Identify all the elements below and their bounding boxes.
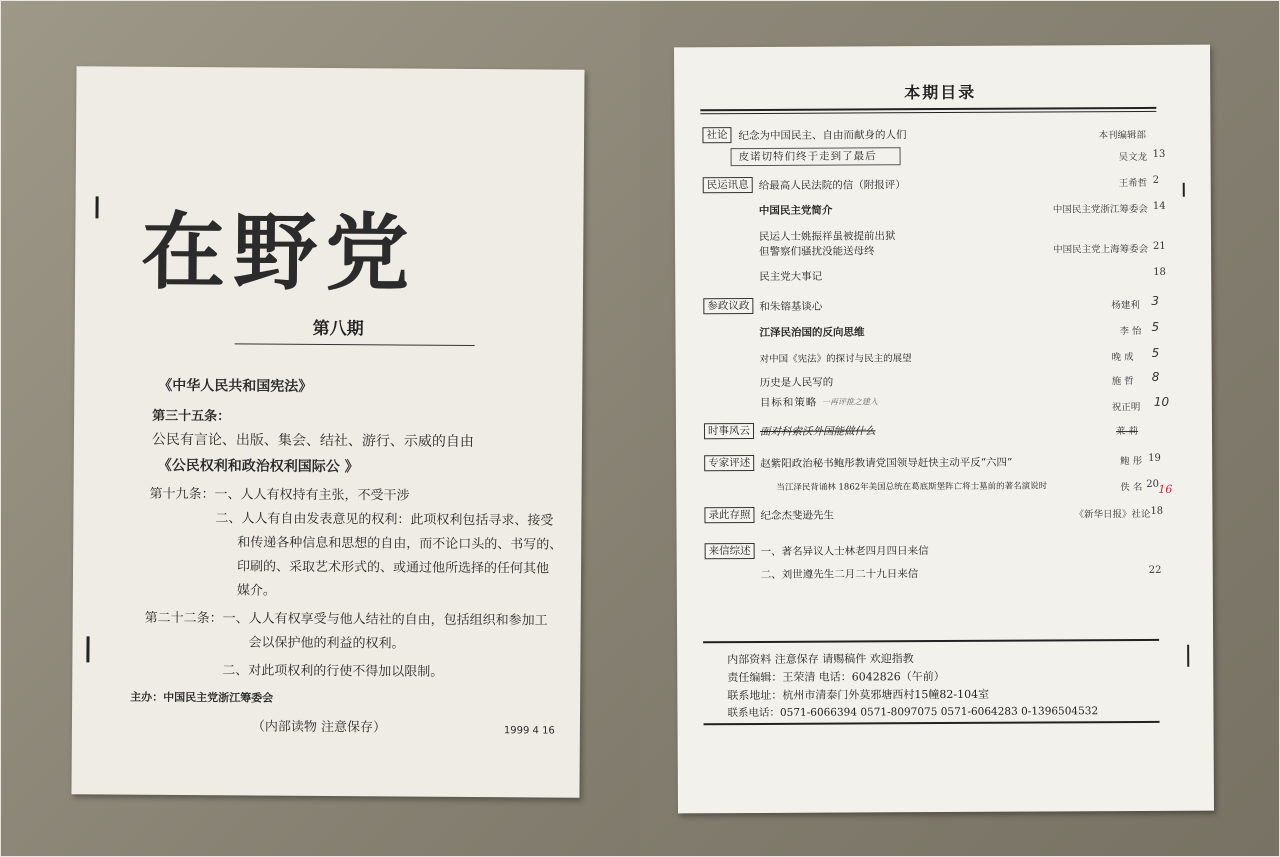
article-22-line: 会以保护他的利益的权利。 — [248, 635, 405, 652]
toc-entry-author: 李 怡 — [1119, 325, 1142, 338]
internal-notice: （内部读物 注意保存） — [251, 719, 387, 736]
article-19-line: 二、人人有自由发表意见的权利：此项权利包括寻求、接受 — [215, 511, 554, 529]
toc-entry-page: 10 — [1153, 394, 1170, 409]
toc-entry-page: 20 — [1146, 478, 1160, 490]
toc-entry-page: 3 — [1151, 293, 1160, 308]
toc-entry-title: 民运人士姚振祥虽被提前出狱 — [758, 230, 896, 243]
toc-entry-page: 2 — [1152, 174, 1160, 186]
toc-entry-page: 21 — [1153, 240, 1166, 252]
cover-title: 在野党 — [140, 202, 418, 303]
toc-entry-title: 民主党大事记 — [759, 270, 823, 283]
toc-entry-title: 和朱镕基谈心 — [759, 300, 823, 313]
toc-entry-page: 14 — [1152, 200, 1166, 212]
toc-entry-author: 中国民主党上海筹委会 — [1053, 243, 1149, 256]
toc-entry-page: 13 — [1152, 148, 1166, 160]
toc-entry-title: 对中国《宪法》的探讨与民主的展望 — [759, 353, 912, 365]
footer-editor: 责任编辑：王荣清 电话：6042826（午前） — [727, 669, 945, 685]
issue-date: 1999 4 16 — [503, 725, 555, 737]
toc-category: 专家评述 — [704, 455, 754, 471]
toc-entry-title: 目标和策略 — [759, 396, 818, 409]
article-22-line: 二、对此项权利的行使不得加以限制。 — [222, 663, 444, 680]
sponsor: 主办：中国民主党浙江筹委会 — [130, 690, 274, 705]
toc-entry-author: 施 哲 — [1111, 376, 1134, 388]
toc-entry-title: 历史是人民写的 — [759, 376, 834, 389]
article-19-line: 印刷的、采取艺术形式的、或通过他所选择的任何其他 — [237, 559, 550, 577]
toc-entry-author: 吴文龙 — [1118, 151, 1148, 164]
article-35-label: 第三十五条： — [152, 408, 231, 425]
toc-entry-page: 5 — [1151, 319, 1160, 334]
toc-entry-page: 18 — [1153, 266, 1166, 278]
article-22-line: 第二十二条：一、人人有权享受与他人结社的自由，包括组织和参加工 — [144, 610, 548, 629]
toc-entry-title: 中国民主党简介 — [758, 204, 833, 217]
red-handwritten-mark: 16 — [1158, 482, 1173, 496]
toc-entry-author: 王希哲 — [1118, 177, 1148, 190]
toc-entry-title: 纪念杰斐逊先生 — [760, 509, 834, 522]
toc-entry-page: 19 — [1148, 452, 1161, 464]
footer-address: 联系地址：杭州市清泰门外莫邪塘西村15幢82-104室 — [727, 687, 990, 703]
toc-entry-author: 杨建利 — [1111, 299, 1140, 312]
toc-entry-author: 佚 名 — [1120, 481, 1143, 494]
toc-title: 本期目录 — [904, 82, 977, 103]
article-19-line: 和传递各种信息和思想的自由，而不论口头的、书写的、 — [237, 535, 563, 553]
toc-entry-author: 晚 成 — [1111, 352, 1134, 364]
article-19-line: 第十九条：一、人人有权持有主张，不受干涉 — [149, 486, 410, 504]
toc-category: 社论 — [702, 127, 731, 143]
constitution-title: 《中华人民共和国宪法》 — [158, 377, 313, 395]
toc-entry-title: 皮诺切特们终于走到了最后 — [738, 150, 877, 164]
toc-entry-title: 江泽民治国的反向思维 — [759, 326, 865, 339]
toc-entry-page: 18 — [1150, 505, 1164, 517]
toc-category: 录此存照 — [704, 507, 754, 523]
toc-category: 时事风云 — [704, 423, 754, 439]
toc-entry-author: 莱 莉 — [1115, 425, 1139, 438]
footer-notice: 内部资料 注意保存 请赐稿件 欢迎指教 — [727, 652, 914, 667]
toc-entry-title: 面对科索沃外国能做什么 — [759, 425, 876, 438]
toc-category: 民运讯息 — [703, 177, 753, 193]
issue-number: 第八期 — [312, 318, 364, 340]
article-35-text: 公民有言论、出版、集会、结社、游行、示威的自由 — [151, 431, 474, 451]
toc-entry-page: 8 — [1151, 369, 1160, 384]
article-19-line: 媒介。 — [236, 583, 276, 599]
toc-entry-author: 祝正明 — [1111, 401, 1141, 414]
toc-entry-author: 本刊编辑部 — [1098, 129, 1147, 142]
toc-entry-title: 二、刘世遵先生二月二十九日来信 — [760, 568, 919, 581]
toc-entry-title: 但警察们骚扰没能送母终 — [759, 245, 875, 258]
toc-category: 参政议政 — [703, 298, 753, 314]
toc-entry-author: 鲍 彤 — [1120, 455, 1143, 468]
toc-entry-title: 给最高人民法院的信（附报评） — [758, 179, 906, 192]
toc-entry-author: 《新华日报》社论 — [1074, 508, 1151, 521]
handwritten-note: 一再评推之建入 — [821, 397, 878, 407]
toc-entry-title: 纪念为中国民主、自由而献身的人们 — [738, 129, 907, 143]
footer-phone: 联系电话：0571-6066394 0571-8097075 0571-6064283 0-1396504532 — [727, 705, 1099, 720]
toc-entry-page: 5 — [1151, 345, 1160, 360]
toc-entry-author: 中国民主党浙江筹委会 — [1052, 203, 1148, 216]
covenant-title: 《公民权利和政治权利国际公 》 — [157, 457, 359, 476]
toc-category: 来信综述 — [705, 543, 755, 559]
toc-entry-title: 一、著名异议人士林老四月四日来信 — [760, 545, 929, 558]
toc-entry-page: 22 — [1148, 564, 1162, 576]
toc-entry-title: 当江泽民背诵林 1862年美国总统在葛底斯堡阵亡将士墓前的著名演说时 — [776, 481, 1048, 493]
toc-entry-title: 赵紫阳政治秘书鲍彤教请党国领导赶快主动平反“六四” — [760, 456, 1013, 470]
